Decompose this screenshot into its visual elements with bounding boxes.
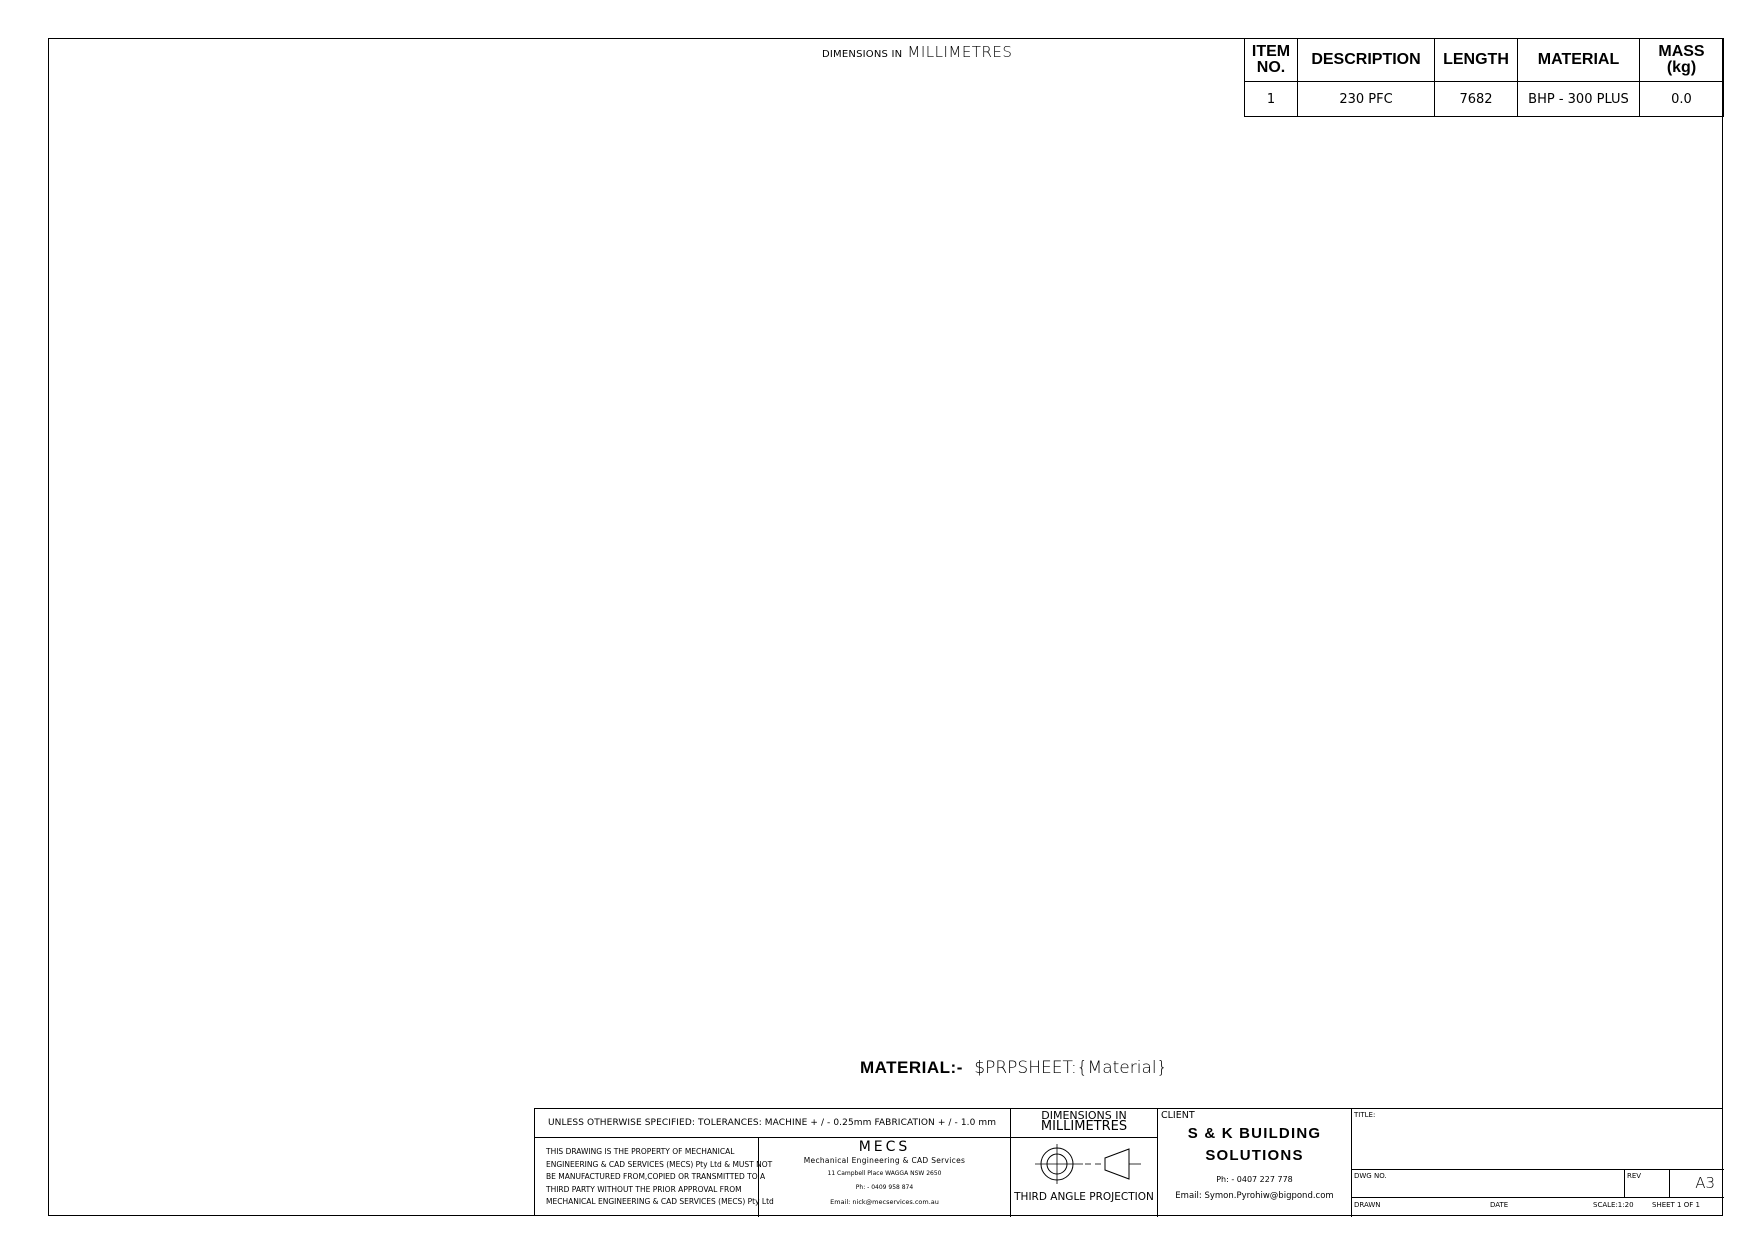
property-line: THIRD PARTY WITHOUT THE PRIOR APPROVAL FROM xyxy=(546,1184,742,1194)
company-phone: Ph: - 0409 958 874 xyxy=(855,1184,914,1191)
bom-header-mass-line2: (kg) xyxy=(1666,59,1697,76)
material-note-value: $PRPSHEET:{Material} xyxy=(974,1058,1168,1078)
client-name xyxy=(1158,1123,1351,1167)
bom-header-material: MATERIAL xyxy=(1518,39,1640,82)
client-label: CLIENT xyxy=(1161,1110,1195,1121)
company-email: Email: nick@mecservices.com.au xyxy=(830,1198,939,1206)
material-note-label: MATERIAL:- xyxy=(860,1058,963,1077)
title-block-divider xyxy=(1624,1169,1625,1197)
dimensions-note-prefix: DIMENSIONS IN xyxy=(822,49,903,60)
dwg-no-label: DWG NO. xyxy=(1354,1172,1387,1180)
bom-cell-length: 7682 xyxy=(1435,82,1518,117)
company-info xyxy=(759,1139,1010,1210)
title-block-divider xyxy=(1351,1109,1352,1217)
property-line: ENGINEERING & CAD SERVICES (MECS) Pty Ltd & MUST NOT xyxy=(546,1159,773,1169)
property-line: MECHANICAL ENGINEERING & CAD SERVICES (MECS) Pty Ltd xyxy=(546,1197,774,1206)
title-block-divider xyxy=(535,1137,1010,1138)
bom-header-row xyxy=(1245,39,1724,82)
material-note xyxy=(860,1058,1167,1078)
rev-label: REV xyxy=(1627,1172,1642,1180)
property-line: BE MANUFACTURED FROM,COPIED OR TRANSMITTED TO A xyxy=(546,1172,766,1181)
drawing-border xyxy=(48,38,1723,1216)
title-block-dimensions xyxy=(1011,1110,1157,1132)
company-logo: MECS xyxy=(858,1139,911,1155)
title-block-divider xyxy=(1010,1137,1157,1138)
sheet-label: SHEET 1 OF 1 xyxy=(1652,1201,1700,1209)
title-block-divider xyxy=(1351,1197,1724,1198)
drawn-label: DRAWN xyxy=(1354,1201,1381,1209)
bom-cell-material: BHP - 300 PLUS xyxy=(1518,82,1640,117)
third-angle-projection-icon xyxy=(1033,1144,1143,1184)
company-name: Mechanical Engineering & CAD Services xyxy=(803,1156,966,1165)
bom-header-item-no xyxy=(1245,39,1298,82)
bom-header-item-line2: NO. xyxy=(1256,59,1286,76)
table-row xyxy=(1245,82,1724,117)
bom-header-length: LENGTH xyxy=(1435,39,1518,82)
title-block-dimensions-line1: DIMENSIONS IN xyxy=(1041,1109,1127,1122)
bom-header-description: DESCRIPTION xyxy=(1298,39,1435,82)
company-address: 11 Campbell Place WAGGA NSW 2650 xyxy=(827,1170,942,1177)
sheet-size: A3 xyxy=(1695,1174,1715,1192)
date-label: DATE xyxy=(1490,1201,1509,1209)
property-line: THIS DRAWING IS THE PROPERTY OF MECHANICAL xyxy=(546,1147,735,1156)
client-phone: Ph: - 0407 227 778 xyxy=(1216,1175,1293,1184)
bom-cell-description: 230 PFC xyxy=(1298,82,1435,117)
projection-label: THIRD ANGLE PROJECTION xyxy=(1014,1191,1154,1203)
bom-header-mass-line1: MASS xyxy=(1658,43,1705,60)
client-email: Email: Symon.Pyrohiw@bigpond.com xyxy=(1175,1191,1334,1201)
title-block-dimensions-line2: MILLIMETRES xyxy=(1040,1119,1128,1134)
bom-header-mass xyxy=(1640,39,1724,82)
bom-cell-mass: 0.0 xyxy=(1640,82,1724,117)
bom-cell-item: 1 xyxy=(1245,82,1298,117)
client-name-line2: SOLUTIONS xyxy=(1205,1147,1304,1164)
dimensions-note xyxy=(822,42,1012,61)
title-label: TITLE: xyxy=(1354,1111,1376,1119)
bom-header-item-line1: ITEM xyxy=(1251,43,1291,60)
tolerances-note: UNLESS OTHERWISE SPECIFIED: TOLERANCES: MACHINE + / - 0.25mm FABRICATION + / - 1.0 mm xyxy=(548,1118,997,1128)
property-statement xyxy=(546,1146,774,1209)
dimensions-note-units: MILLIMETRES xyxy=(907,43,1013,61)
bill-of-materials-table xyxy=(1244,38,1724,117)
scale-label: SCALE:1:20 xyxy=(1593,1201,1634,1209)
title-block xyxy=(534,1108,1723,1216)
client-name-line1: S & K BUILDING xyxy=(1187,1125,1322,1142)
